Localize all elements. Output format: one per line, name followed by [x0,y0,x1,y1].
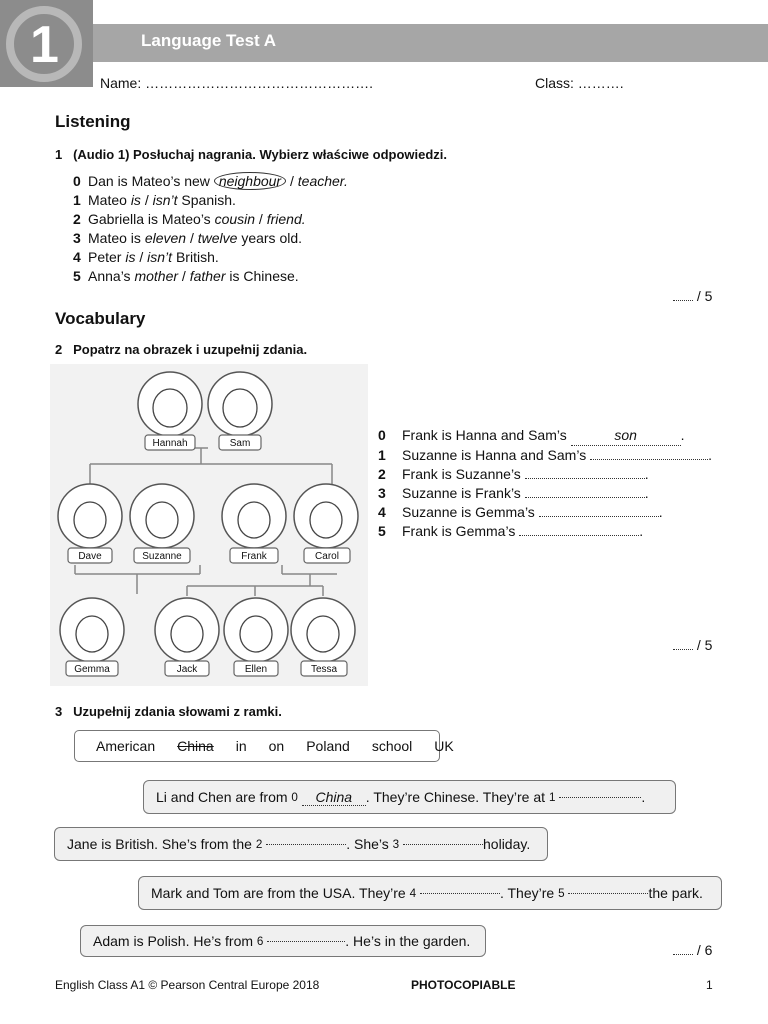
exercise-1-instruction [55,147,447,162]
word-poland: Poland [306,738,350,754]
answer-blank[interactable] [539,516,659,517]
score-listening: / 5 [673,288,712,304]
answer-blank: China [302,789,366,806]
answer-blank[interactable] [420,893,500,894]
section-heading-vocabulary: Vocabulary [55,309,146,328]
class-field: Class: ………. [535,75,624,91]
answer-blank[interactable] [519,535,639,536]
speech-bubble-4: Adam is Polish. He’s from 6 . He’s in the garden. [80,925,486,957]
speech-bubble-3: Mark and Tom are from the USA. They’re 4 . They’re 5 the park. [138,876,722,910]
tag-frank: Frank [241,551,267,562]
page-number: 1 [706,978,713,992]
instruction-text: (Audio 1) Posłuchaj nagrania. Wybierz właściwe odpowiedzi. [73,147,448,162]
word-uk: UK [434,738,454,754]
exercise-number: 2 [55,342,63,357]
list-item: 1 Mateo is / isn’t Spanish. [73,192,236,208]
speech-bubble-1: Li and Chen are from 0 China . They’re Chinese. They’re at 1 . [143,780,676,814]
instruction-text: Popatrz na obrazek i uzupełnij zdania. [73,342,308,357]
answer-blank[interactable] [568,893,648,894]
footer-photocopiable: PHOTOCOPIABLE [411,978,516,992]
list-item: 5 Frank is Gemma’s . [378,523,644,539]
vocabulary-items [378,426,712,541]
tag-gemma: Gemma [74,664,110,675]
listening-items [73,172,348,286]
exercise-number: 1 [55,147,63,162]
circled-answer: neighbour [214,172,286,190]
tag-hannah: Hannah [152,438,188,449]
tag-tessa: Tessa [310,664,338,675]
list-item: 0 Dan is Mateo’s new neighbour / teacher. [73,173,348,189]
list-item: 3 Suzanne is Frank’s . [378,485,649,501]
list-item: 3 Mateo is eleven / twelve years old. [73,230,303,246]
exercise-number: 3 [55,704,63,719]
list-item: 0 Frank is Hanna and Sam’s son . [378,426,712,446]
tag-sam: Sam [229,438,251,449]
footer-copyright: English Class A1 © Pearson Central Europe 2018 [55,978,320,992]
page-title: Language Test A [141,31,277,50]
word-in: in [235,738,247,754]
answer-blank[interactable] [403,844,483,845]
answer-blank[interactable] [266,844,346,845]
unit-one-graphic [0,0,93,87]
word-box [74,730,454,762]
answer-blank[interactable] [525,497,645,498]
tag-carol: Carol [315,551,339,562]
tag-dave: Dave [78,551,102,562]
exercise-2-instruction [55,342,307,357]
family-tree-picture [50,364,368,686]
list-item: 1 Suzanne is Hanna and Sam’s . [378,447,712,463]
unit-number-badge [0,0,93,87]
section-heading-listening: Listening [55,112,131,131]
answer-blank[interactable] [559,797,641,798]
tag-ellen: Ellen [244,664,268,675]
word-on: on [268,738,285,754]
name-field: Name: …………………………………………. [100,75,374,91]
list-item: 2 Frank is Suzanne’s . [378,466,649,482]
word-school: school [371,738,413,754]
answer-blank[interactable] [267,941,345,942]
answer-blank[interactable] [525,478,645,479]
list-item: 2 Gabriella is Mateo’s cousin / friend. [73,211,306,227]
svg-text:1: 1 [30,16,59,74]
answer-blank[interactable] [590,459,708,460]
speech-bubble-2: Jane is British. She’s from the 2 . She’s 3 holiday. [54,827,548,861]
word-american: American [96,738,156,754]
word-china: China [177,738,214,754]
tag-suzanne: Suzanne [142,551,182,562]
tag-jack: Jack [176,664,198,675]
list-item: 4 Suzanne is Gemma’s . [378,504,663,520]
list-item: 5 Anna’s mother / father is Chinese. [73,268,299,284]
answer-blank: son [571,426,681,446]
instruction-text: Uzupełnij zdania słowami z ramki. [73,704,282,719]
score-vocabulary: / 5 [673,637,712,653]
exercise-3-instruction [55,704,282,719]
list-item: 4 Peter is / isn’t British. [73,249,219,265]
score-exercise-3: / 6 [673,942,712,958]
